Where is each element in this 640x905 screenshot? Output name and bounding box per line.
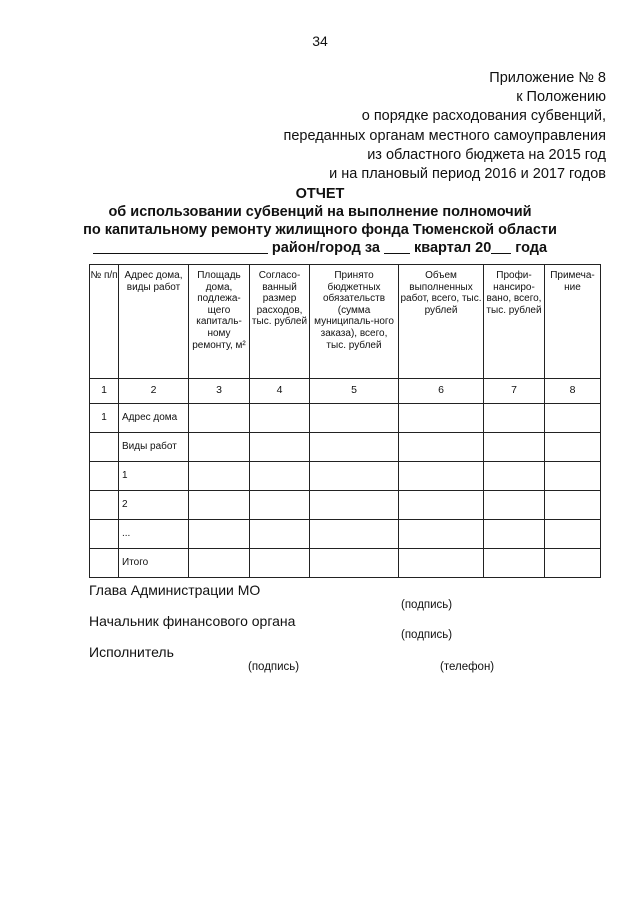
col-header-volume: Объем выполненных работ, всего, тыс. рублей [399,265,484,379]
table-cell[interactable] [545,549,601,578]
table-cell[interactable] [545,404,601,433]
table-cell[interactable] [189,462,250,491]
table-cell[interactable] [545,491,601,520]
table-row [90,520,601,549]
page-number: 34 [312,33,328,49]
district-label: район/город за [271,240,380,256]
col-header-obligations: Принято бюджетных обязательств (сумма муниципаль-ного заказа), всего, тыс. рублей [310,265,399,379]
table-cell[interactable] [399,549,484,578]
column-number: 1 [90,379,119,404]
appendix-header [283,69,606,184]
table-cell[interactable] [189,520,250,549]
col-header-number: № п/п [90,265,119,379]
row-label: Итого [119,549,189,578]
column-number: 6 [399,379,484,404]
table-row [90,404,601,433]
table-cell[interactable] [250,549,310,578]
quarter-label: квартал 20 [414,240,492,256]
table-header-row [90,265,601,379]
column-number-row [90,379,601,404]
table-cell[interactable] [310,549,399,578]
report-heading: ОТЧЕТ [295,186,345,202]
table-cell[interactable] [250,491,310,520]
table-cell[interactable] [310,404,399,433]
row-number [90,491,119,520]
executor-signature-hint: (подпись) [248,661,300,673]
table-cell[interactable] [310,433,399,462]
table-cell[interactable] [250,433,310,462]
table-cell[interactable] [399,520,484,549]
head-signature-label: Глава Администрации МО [89,582,261,598]
appendix-line: и на плановый период 2016 и 2017 годов [329,166,606,183]
table-cell[interactable] [545,520,601,549]
table-cell[interactable] [399,404,484,433]
table-cell[interactable] [250,520,310,549]
table-cell[interactable] [189,433,250,462]
report-title [0,185,640,257]
table-cell[interactable] [399,462,484,491]
table-cell[interactable] [545,433,601,462]
col-header-area: Площадь дома, подлежа-щего капиталь-ному ремонту, м² [189,265,250,379]
table-row [90,433,601,462]
column-number: 8 [545,379,601,404]
row-label: 2 [119,491,189,520]
report-subtitle-line3 [0,239,640,257]
col-header-notes: Примеча-ние [545,265,601,379]
column-number: 2 [119,379,189,404]
year-label: года [515,240,548,256]
table-cell[interactable] [189,491,250,520]
column-number: 4 [250,379,310,404]
table-cell[interactable] [484,462,545,491]
table-cell[interactable] [484,520,545,549]
row-number [90,520,119,549]
table-cell[interactable] [484,549,545,578]
table-cell[interactable] [189,404,250,433]
table-cell[interactable] [250,462,310,491]
table-cell[interactable] [310,491,399,520]
quarter-blank[interactable] [384,239,410,254]
row-label: Виды работ [119,433,189,462]
row-number: 1 [90,404,119,433]
table-cell[interactable] [545,462,601,491]
table-cell[interactable] [484,433,545,462]
report-table [89,264,601,578]
column-number: 7 [484,379,545,404]
table-cell[interactable] [250,404,310,433]
row-number [90,549,119,578]
row-number [90,462,119,491]
report-subtitle-line1: об использовании субвенций на выполнение полномочий [108,204,532,220]
appendix-line: к Положению [516,89,606,106]
executor-signature-label: Исполнитель [89,644,174,660]
row-label: Адрес дома [119,404,189,433]
column-number: 3 [189,379,250,404]
col-header-approved: Согласо-ванный размер расходов, тыс. рублей [250,265,310,379]
district-blank[interactable] [93,239,268,254]
table-cell[interactable] [189,549,250,578]
col-header-financed: Профи-нансиро-вано, всего, тыс. рублей [484,265,545,379]
executor-phone-hint: (телефон) [440,661,495,673]
col-header-address: Адрес дома, виды работ [119,265,189,379]
table-row [90,491,601,520]
table-row [90,549,601,578]
appendix-line: переданных органам местного самоуправления [283,127,606,144]
row-label: ... [119,520,189,549]
column-number: 5 [310,379,399,404]
appendix-line: о порядке расходования субвенций, [361,108,606,125]
row-label: 1 [119,462,189,491]
appendix-line: Приложение № 8 [489,70,606,86]
row-number [90,433,119,462]
head-signature-hint: (подпись) [401,599,453,611]
table-cell[interactable] [484,491,545,520]
table-cell[interactable] [399,433,484,462]
year-blank[interactable] [491,239,511,254]
finance-signature-label: Начальник финансового органа [89,613,296,629]
table-cell[interactable] [310,520,399,549]
table-cell[interactable] [310,462,399,491]
table-cell[interactable] [484,404,545,433]
finance-signature-hint: (подпись) [401,629,453,641]
table-cell[interactable] [399,491,484,520]
report-subtitle-line2: по капитальному ремонту жилищного фонда Тюменской области [83,222,557,238]
table-row [90,462,601,491]
appendix-line: из областного бюджета на 2015 год [367,146,606,163]
